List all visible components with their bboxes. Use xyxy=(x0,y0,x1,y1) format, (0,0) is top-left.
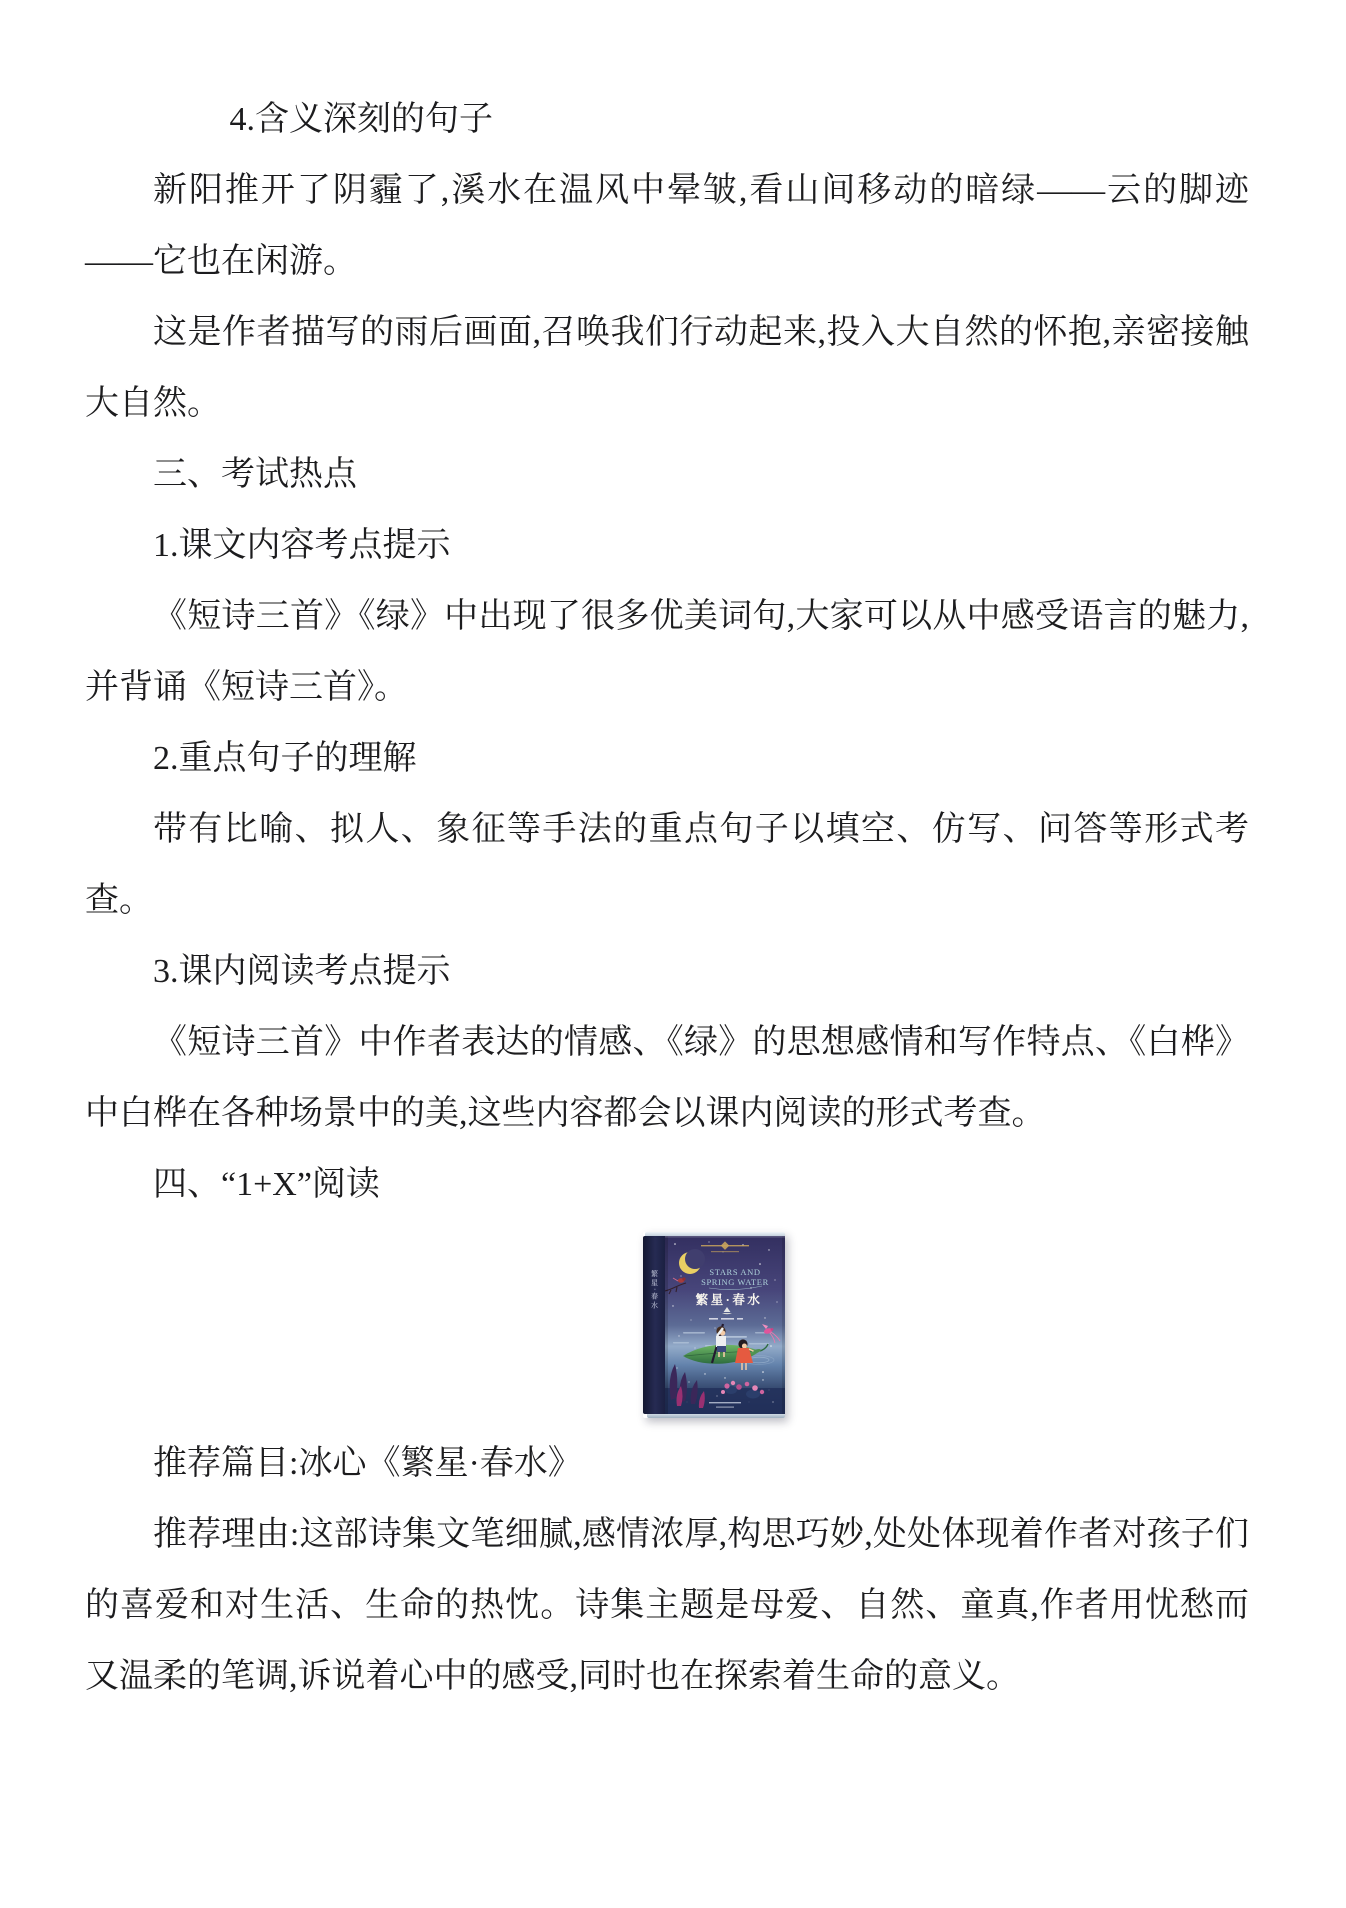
paragraph: 新阳推开了阴霾了,溪水在温风中晕皱,看山间移动的暗绿——云的脚迹——它也在闲游。 xyxy=(85,172,1249,280)
cover-left-shade xyxy=(665,1236,668,1414)
book-bottom-edge xyxy=(647,1414,785,1418)
book-spine-title: 繁星·春水 xyxy=(650,1270,659,1311)
english-title-line1: STARS AND xyxy=(709,1267,761,1277)
paragraph-group-bottom xyxy=(85,1428,1249,1712)
heading-item-1: 1.课文内容考点提示 xyxy=(153,527,451,564)
book-faces xyxy=(643,1236,785,1414)
heading-item-4: 4.含义深刻的句子 xyxy=(229,101,493,138)
chinese-title: 繁星·春水 xyxy=(695,1293,763,1307)
heading-item-2: 2.重点句子的理解 xyxy=(153,740,417,777)
section-heading-four: 四、“1+X”阅读 xyxy=(153,1166,380,1203)
cover-right-shade xyxy=(782,1236,785,1414)
book-spine xyxy=(643,1236,665,1414)
paragraph: 推荐理由:这部诗集文笔细腻,感情浓厚,构思巧妙,处处体现着作者对孩子们的喜爱和对生活、生命的热忱。诗集主题是母爱、自然、童真,作者用忧愁而又温柔的笔调,诉说着心中的感受,同时也在探索着生命的意义。 xyxy=(85,1516,1249,1695)
cover-top-highlight xyxy=(665,1236,785,1238)
book-cover-image xyxy=(643,1232,785,1418)
book-front-cover xyxy=(665,1236,785,1414)
section-heading-three: 三、考试热点 xyxy=(153,456,357,493)
heading-item-3: 3.课内阅读考点提示 xyxy=(153,953,451,990)
document-body xyxy=(85,0,1249,1712)
paragraph: 这是作者描写的雨后画面,召唤我们行动起来,投入大自然的怀抱,亲密接触大自然。 xyxy=(85,314,1249,422)
paragraph-group-top xyxy=(85,84,1249,1220)
english-title-line2: SPRING WATER xyxy=(701,1277,769,1287)
paragraph: 推荐篇目:冰心《繁星·春水》 xyxy=(153,1445,582,1482)
book-figure xyxy=(85,1220,1249,1428)
english-title xyxy=(701,1267,769,1290)
paragraph: 《短诗三首》《绿》中出现了很多优美词句,大家可以从中感受语言的魅力,并背诵《短诗三首》。 xyxy=(85,598,1249,706)
paragraph: 带有比喻、拟人、象征等手法的重点句子以填空、仿写、问答等形式考查。 xyxy=(85,811,1249,919)
author-line-marks xyxy=(709,1318,743,1320)
paragraph: 《短诗三首》中作者表达的情感、《绿》的思想感情和写作特点、《白桦》中白桦在各种场景中的美,这些内容都会以课内阅读的形式考查。 xyxy=(85,1024,1249,1132)
